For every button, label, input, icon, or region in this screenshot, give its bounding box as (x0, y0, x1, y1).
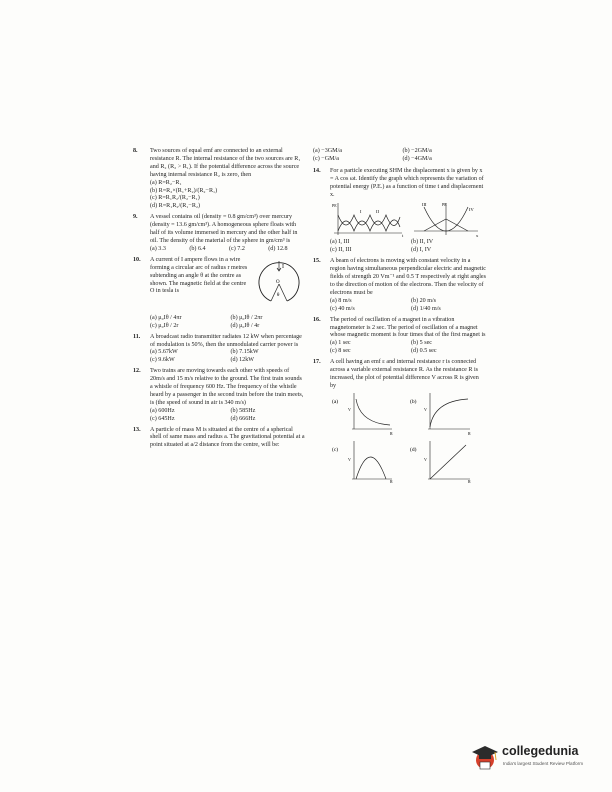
option-c[interactable]: (c) 40 m/s (330, 305, 355, 312)
right-column (313, 148, 486, 486)
curve-d (430, 445, 466, 479)
option-d[interactable]: (d) I, IV (411, 247, 432, 254)
pe-graphs-figure (330, 199, 482, 239)
option-b[interactable]: (b) μ₀Iθ / 2πr (230, 314, 263, 321)
label-iv: IV (469, 207, 474, 213)
option-c[interactable]: (c) 9.6kW (150, 357, 175, 364)
circular-arc-figure (253, 257, 305, 313)
brand-name: collegedunia (502, 744, 579, 758)
label-option-c: (c) (332, 446, 339, 453)
question-number: 8. (133, 148, 138, 154)
question-17 (313, 359, 486, 483)
label-r-c: R (390, 478, 393, 483)
option-c[interactable]: (c) 7.2 (228, 245, 245, 252)
curve-ii (338, 215, 400, 226)
question-13-options (313, 148, 486, 164)
label-r-a: R (390, 430, 393, 436)
label-pe: PE (332, 203, 337, 209)
question-10 (133, 257, 305, 331)
option-a[interactable]: (a) I, III (330, 239, 350, 246)
option-c[interactable]: (c) 8 sec (330, 348, 351, 355)
option-c[interactable]: (c) 645Hz (150, 415, 175, 422)
v-vs-r-graphs-figure (330, 391, 480, 483)
label-pe-right: PE (442, 202, 447, 208)
label-option-d: (d) (410, 446, 417, 453)
question-text: The period of oscillation of a magnet in a vibration magnetometer is 2 sec. The period of oscillation of a magnet whose magnetic moment is four times that of the first magnet is (330, 316, 486, 339)
label-iii: III (422, 202, 427, 208)
curve-i (338, 220, 400, 231)
question-number: 10. (133, 256, 141, 263)
collegedunia-logo[interactable] (470, 742, 606, 776)
option-d[interactable]: (d) −4GM/a (402, 155, 432, 162)
question-text: For a particle executing SHM the displacement x is given by x = A cos ωt. Identify the graph which represents the variation of potential energy (P.E.) as a function of time t and displacement x. (330, 167, 484, 198)
option-c[interactable]: (c) −GM/a (313, 155, 339, 162)
label-v-c: V (348, 456, 351, 462)
label-x: x (476, 233, 479, 239)
option-a[interactable]: (a) 1 sec (330, 340, 351, 347)
option-d[interactable]: (d) 12kW (230, 357, 255, 364)
label-r-b: R (468, 430, 471, 436)
label-r-d: R (468, 478, 471, 483)
question-12 (133, 368, 305, 423)
question-number: 15. (313, 258, 321, 265)
label-v-b: V (424, 406, 427, 412)
option-b[interactable]: (b) R=R₂×(R₁+R₂)/(R₂−R₁) (150, 187, 218, 194)
option-c[interactable]: (c) II, III (330, 247, 352, 254)
curve-a (356, 399, 390, 425)
options (330, 340, 486, 356)
option-b[interactable]: (b) −2GM/a (402, 148, 432, 154)
question-text: Two trains are moving towards each other with speeds of 20m/s and 15 m/s relative to the ground. The first train sounds a whistle of frequency 600 Hz. The frequency of the whistle heard by a passenger in the second train before the train meets, is (the speed of sound in air is 340 m/s) (150, 368, 304, 406)
question-number: 9. (133, 214, 138, 221)
question-13 (133, 427, 305, 451)
option-a[interactable]: (a) μ₀Iθ / 4πr (150, 314, 182, 321)
option-a[interactable]: (a) 600Hz (150, 407, 175, 414)
option-a[interactable]: (a) 3.3 (150, 245, 166, 252)
label-option-a: (a) (332, 398, 339, 405)
options (150, 315, 305, 331)
options (150, 180, 305, 212)
question-number: 13. (133, 426, 141, 433)
question-8 (133, 148, 305, 211)
question-16 (313, 317, 486, 357)
option-a[interactable]: (a) R=R₂−R₁ (150, 179, 182, 186)
option-c[interactable]: (c) μ₀Iθ / 2r (150, 322, 179, 329)
cap-band (479, 754, 491, 759)
question-14 (313, 168, 486, 255)
option-a[interactable]: (a) −3GM/a (313, 148, 342, 154)
curve-c (356, 457, 386, 479)
option-d[interactable]: (d) 12.8 (268, 245, 288, 252)
option-b[interactable]: (b) 5 sec (411, 340, 432, 347)
option-d[interactable]: (d) 666Hz (230, 415, 256, 422)
label-i: I (360, 209, 362, 215)
option-b[interactable]: (b) 6.4 (189, 245, 206, 252)
question-9 (133, 214, 305, 254)
question-number: 17. (313, 359, 321, 366)
label-t: t (402, 233, 404, 239)
radius-right (279, 284, 287, 301)
label-angle: θ (277, 292, 280, 298)
options (330, 239, 486, 255)
options (150, 349, 305, 365)
question-11 (133, 334, 305, 366)
label-v-d: V (424, 456, 427, 462)
option-b[interactable]: (b) II, IV (411, 239, 434, 246)
logo-book (480, 762, 490, 769)
question-text: A beam of electrons is moving with constant velocity in a region having simultaneous perpendicular electric and magnetic fields of strength 20 Vm⁻¹ and 0.5 T respectively at right angles to the direction of motion of the electrons. Then the velocity of electrons must be (330, 258, 487, 296)
left-column (133, 148, 305, 453)
option-b[interactable]: (b) 7.15kW (230, 349, 259, 356)
label-centre: O (276, 279, 280, 285)
option-d[interactable]: (d) μ₀Iθ / 4r (230, 322, 260, 329)
options (150, 408, 305, 424)
question-text: A current of I ampere flows in a wire forming a circular arc of radius r metres subtending an angle θ at the centre as shown. The magnetic field at the centre O in tesla is (150, 256, 248, 295)
option-b[interactable]: (b) 585Hz (230, 407, 256, 414)
question-number: 14. (313, 167, 321, 174)
question-text: A broadcast radio transmitter radiates 12 kW when percentage of modulation is 50%, then the unmodulated carrier power is (150, 333, 302, 348)
graduation-cap-icon (470, 742, 500, 772)
option-b[interactable]: (b) 20 m/s (411, 297, 437, 304)
options (150, 246, 305, 254)
question-number: 11. (133, 333, 141, 340)
options (330, 298, 486, 314)
tassel (495, 752, 496, 760)
question-15 (313, 258, 486, 313)
label-v-a: V (348, 406, 351, 412)
brand-tagline: India's largest Student Review Platform (503, 761, 584, 766)
label-ii: II (376, 209, 379, 215)
question-number: 16. (313, 316, 321, 323)
option-a[interactable]: (a) 8 m/s (330, 297, 352, 304)
curve-b (430, 399, 468, 427)
label-current: I (282, 263, 284, 270)
label-option-b: (b) (410, 398, 417, 405)
question-text: A cell having an emf ε and internal resistance r is connected across a variable external resistance R. As the resistance R is increased, the plot of potential difference V across R is given by (330, 359, 479, 389)
option-d[interactable]: (d) 1/40 m/s (411, 305, 441, 312)
question-text: Two sources of equal emf are connected to an external resistance R. The internal resistance of the two sources are R₁ and R₂ (R₂ > R₁). If the potential difference across the source having internal resistance R₂ is zero, then (150, 148, 301, 178)
question-text: A vessel contains oil (density = 0.8 gm/cm³) over mercury (density = 13.6 gm/cm³). A homogeneous sphere floats with half of its volume immersed in mercury and the other half in oil. The density of the material of the sphere in gm/cm³ is (150, 214, 298, 244)
option-c[interactable]: (c) R=R₁R₂/(R₂−R₁) (150, 195, 200, 202)
option-d[interactable]: (d) 0.5 sec (411, 348, 437, 355)
question-text: A particle of mass M is situated at the centre of a spherical shell of same mass and radius a. The gravitational potential at a point situated at a/2 distance from the centre, will be: (150, 426, 305, 449)
option-d[interactable]: (d) R=R₁R₂/(R₁−R₂) (150, 203, 201, 210)
question-number: 12. (133, 368, 141, 375)
option-a[interactable]: (a) 5.67kW (150, 349, 178, 356)
